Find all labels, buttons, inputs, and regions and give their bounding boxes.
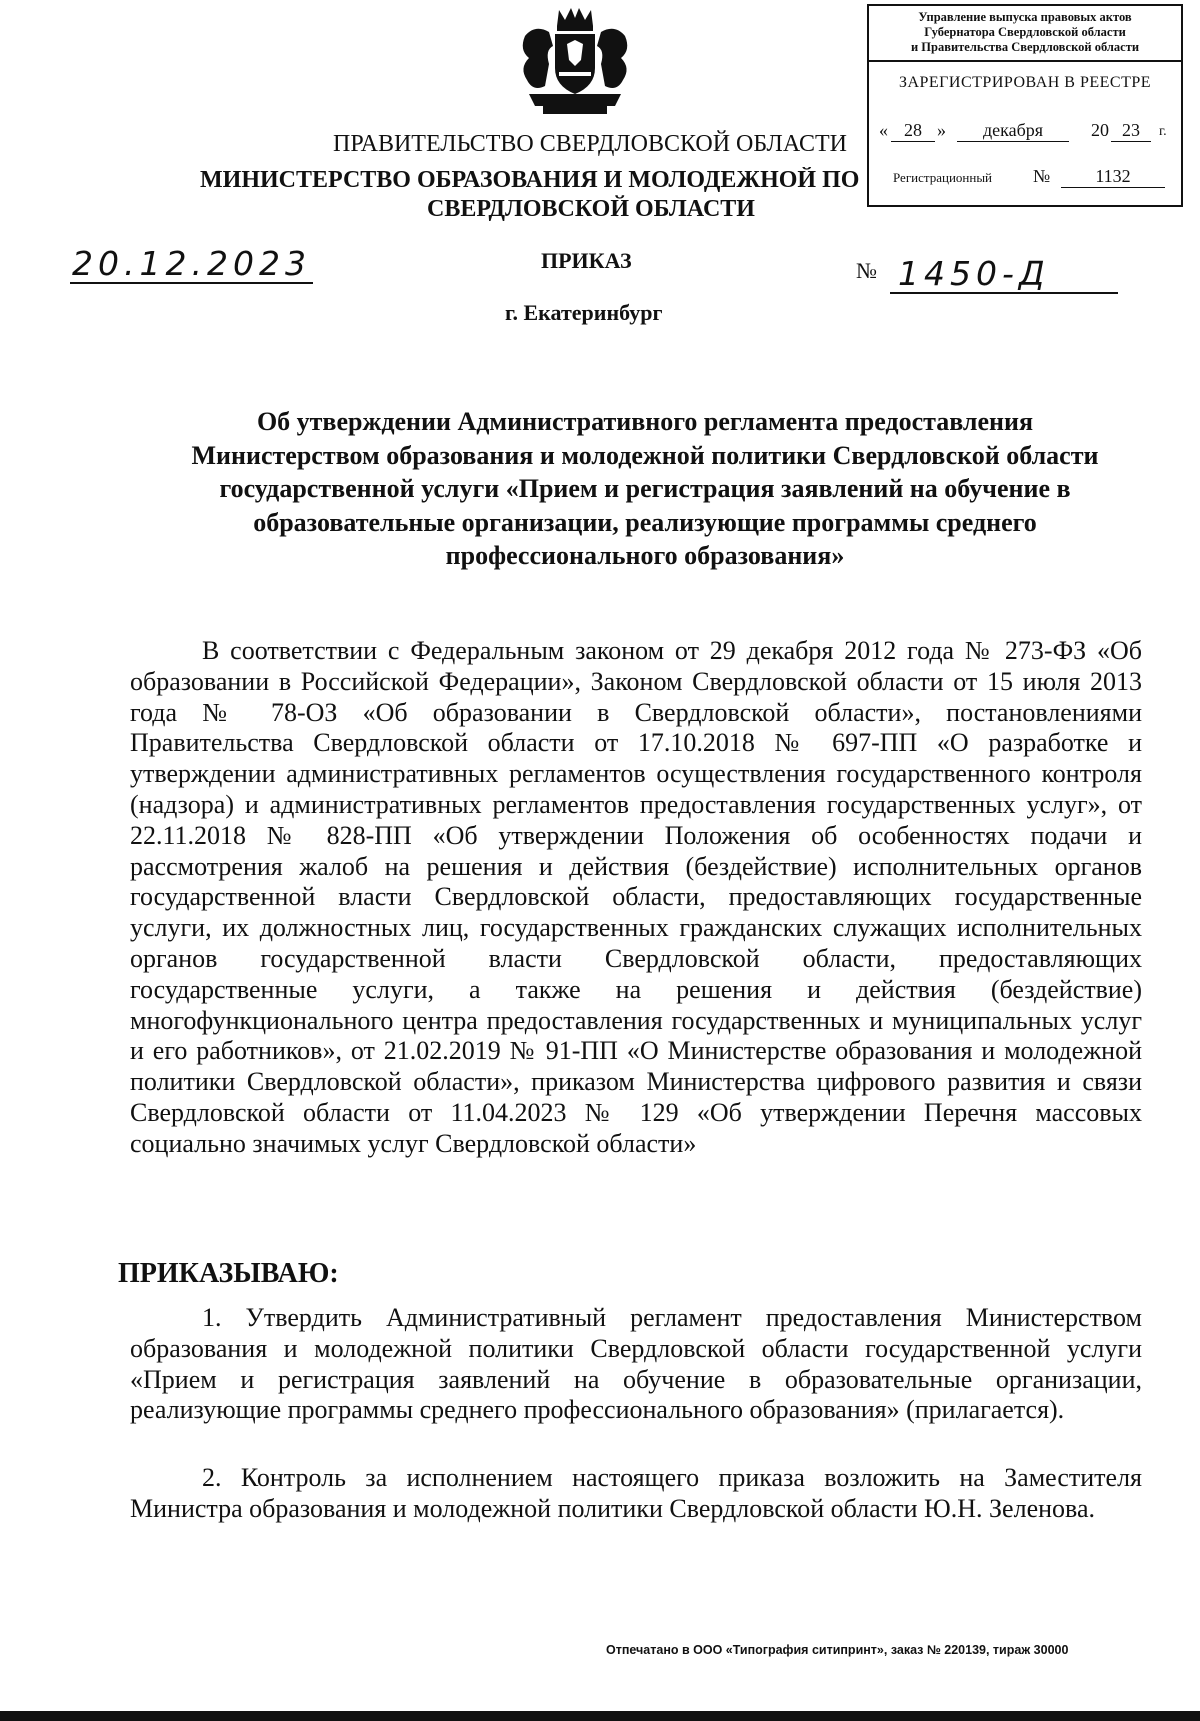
preamble-paragraph: В соответствии с Федеральным законом от 29 декабря 2012 года № 273-ФЗ «Об образовании в Российской Федерации», Законом Свердловской области от 15 июля 2013 года № 78-ОЗ «Об образовании в Свердловской области», постановлениями Правительства Свердловской области от 17.10.2018 № 697-ПП «О разработке и утверждении административных регламентов осуществления государственного контроля (надзора) и административных регламентов предоставления государственных услуг», от 22.11.2018 № 828-ПП «Об утверждении Положения об особенностях подачи и рассмотрения жалоб на решения и действия (бездействие) исполнительных органов государственной власти Свердловской области, предоставляющих государственные услуги, их должностных лиц, государственных гражданских служащих исполнительных органов государственной власти Свердловской области, предоставляющих государственные услуги, а также на решения и действия (бездействие) многофункционального центра предоставления государственных и муниципальных услуг и его работников», от 21.02.2019 № 91-ПП «О Министерстве образования и молодежной политики Свердловской области», приказом Министерства цифрового развития и связи Свердловской области от 11.04.2023 № 129 «Об утверждении Перечня массовых социально значимых услуг Свердловской области» <box>130 636 1142 1158</box>
stamp-year-abbr: г. <box>1159 124 1167 139</box>
government-name: ПРАВИТЕЛЬСТВО СВЕРДЛОВСКОЙ ОБЛАСТИ <box>333 131 847 157</box>
stamp-year-suffix: 23 <box>1111 120 1151 142</box>
order-number: 1450-Д <box>890 256 1118 294</box>
order-number-sign: № <box>856 258 877 283</box>
stamp-reg-number: 1132 <box>1061 166 1165 188</box>
document-title: Об утверждении Административного регламента предоставления Министерством образования и молодежной политики Свердловской области государственной услуги «Прием и регистрация заявлений на обучение в образовательные организации, реализующие программы среднего профессионального образования» <box>191 407 1099 571</box>
stamp-reg-number-row <box>893 166 1173 190</box>
document-type: ПРИКАЗ <box>541 248 632 273</box>
stamp-reg-no-sign: № <box>1033 166 1051 186</box>
ministry-name-line2: СВЕРДЛОВСКОЙ ОБЛАСТИ <box>427 196 755 222</box>
registration-stamp <box>867 4 1183 207</box>
ministry-name-line1: МИНИСТЕРСТВО ОБРАЗОВАНИЯ И МОЛОДЕЖНОЙ ПО <box>200 167 860 193</box>
stamp-year-prefix: 20 <box>1091 120 1109 140</box>
order-date: 20.12.2023 <box>72 244 311 283</box>
stamp-header-line: и Правительства Свердловской области <box>910 40 1140 54</box>
stamp-month: декабря <box>957 120 1069 142</box>
coat-of-arms-emblem <box>515 6 635 118</box>
stamp-header <box>869 6 1181 62</box>
order-verb: ПРИКАЗЫВАЮ: <box>118 1258 339 1289</box>
stamp-day: 28 <box>891 120 935 142</box>
stamp-registered-label: ЗАРЕГИСТРИРОВАН В РЕЕСТРЕ <box>898 74 1152 91</box>
stamp-quote-close: » <box>937 120 946 140</box>
printer-imprint: Отпечатано в ООО «Типография ситипринт», заказ № 220139, тираж 30000 <box>606 1643 1069 1657</box>
stamp-quote-open: « <box>879 120 888 140</box>
order-item-1: 1. Утвердить Административный регламент предоставления Министерством образования и молодежной политики Свердловской области государственной услуги «Прием и регистрация заявлений на обучение в образовательные организации, реализующие программы среднего профессионального образования» (прилагается). <box>130 1303 1142 1425</box>
city: г. Екатеринбург <box>505 300 663 325</box>
stamp-header-line: Управление выпуска правовых актов <box>918 10 1132 24</box>
stamp-header-line: Губернатора Свердловской области <box>924 25 1126 39</box>
stamp-reg-label: Регистрационный <box>893 170 993 185</box>
scan-edge-bar <box>0 1711 1200 1721</box>
order-item-2: 2. Контроль за исполнением настоящего приказа возложить на Заместителя Министра образования и молодежной политики Свердловской области Ю.Н. Зеленова. <box>130 1463 1142 1523</box>
stamp-date-row <box>879 120 1179 142</box>
